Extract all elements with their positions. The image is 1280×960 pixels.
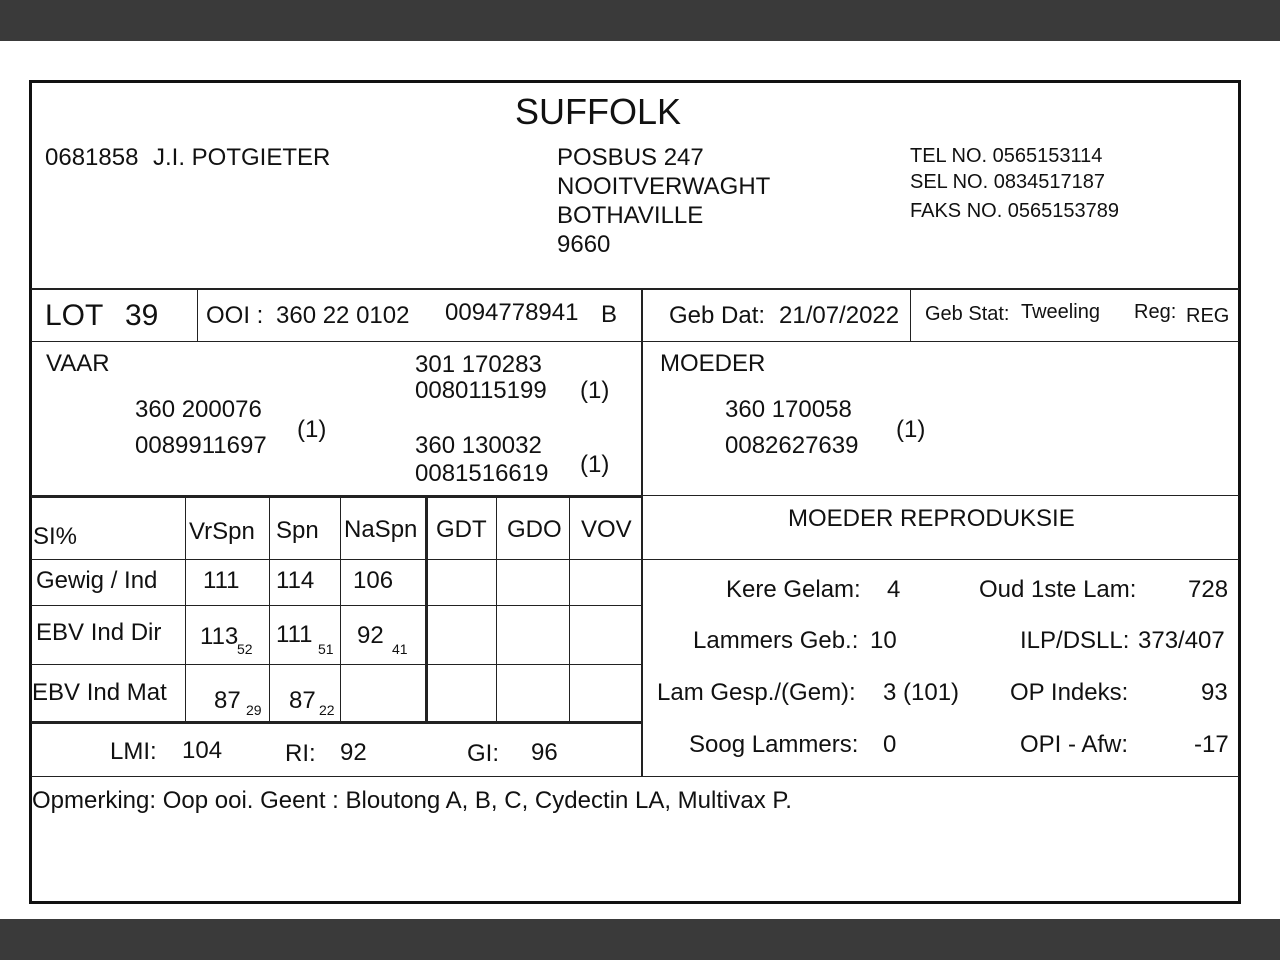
ilp-value: 373/407 (1138, 627, 1225, 654)
op-indeks-label: OP Indeks: (1010, 679, 1129, 706)
sires-dam-grade: (1) (580, 451, 610, 478)
owner-code: 0681858 (45, 144, 139, 171)
remark: Opmerking: Oop ooi. Geent : Bloutong A, B, C, Cydectin LA, Multivax P. (32, 787, 792, 814)
ri-label: RI: (285, 740, 316, 767)
cell-value: 111 (203, 567, 240, 594)
cell-accuracy: 29 (246, 702, 262, 718)
reg-value: REG (1186, 305, 1230, 327)
spn-header: Spn (276, 517, 319, 544)
sire-id: 0089911697 (135, 432, 267, 459)
cell-accuracy: 22 (319, 702, 335, 718)
vrspn-header: VrSpn (189, 518, 255, 545)
divider (197, 290, 198, 341)
animal-id: 0094778941 (445, 299, 579, 326)
lam-gesp-label: Lam Gesp./(Gem): (657, 679, 856, 706)
reproduction-title: MOEDER REPRODUKSIE (788, 505, 1075, 532)
divider (31, 664, 642, 665)
divider (910, 290, 911, 341)
divider (31, 721, 642, 724)
animal-grade: B (601, 301, 618, 328)
sire-label: VAAR (46, 350, 110, 377)
oud-lam-value: 728 (1188, 576, 1229, 603)
cell-value: 87 (214, 687, 241, 714)
cell-accuracy: 41 (392, 641, 408, 657)
sire-grade: (1) (297, 416, 327, 443)
cell-value: 114 (276, 567, 315, 594)
lmi-value: 104 (182, 737, 223, 764)
sires-dam-number: 360 130032 (415, 432, 542, 459)
divider (496, 497, 497, 723)
reg-label: Reg: (1134, 301, 1177, 323)
op-indeks-value: 93 (1201, 679, 1228, 706)
vov-header: VOV (581, 516, 632, 543)
dam-label: MOEDER (660, 350, 766, 377)
divider (31, 341, 1239, 342)
ri-value: 92 (340, 739, 367, 766)
sires-dam-id: 0081516619 (415, 460, 549, 487)
row-label: EBV Ind Dir (36, 619, 162, 646)
opi-label: OPI - Afw: (1020, 731, 1129, 758)
birth-date: 21/07/2022 (779, 302, 900, 329)
address-line: POSBUS 247 (557, 144, 704, 171)
contact-sel: SEL NO. 0834517187 (910, 171, 1105, 193)
cell-value: 113 (200, 623, 239, 650)
sire-number: 360 200076 (135, 396, 262, 423)
gdt-header: GDT (436, 516, 487, 543)
ilp-label: ILP/DSLL: (1020, 627, 1130, 654)
breed-title: SUFFOLK (515, 91, 682, 132)
address-line: 9660 (557, 231, 611, 258)
sires-sire-grade: (1) (580, 377, 610, 404)
contact-tel: TEL NO. 0565153114 (910, 145, 1103, 167)
lam-gesp-value: 3 (101) (883, 679, 960, 706)
divider (31, 288, 1239, 290)
lot-number: 39 (125, 299, 159, 332)
dam-id: 0082627639 (725, 432, 859, 459)
address-line: NOOITVERWAGHT (557, 173, 771, 200)
divider (31, 495, 642, 498)
dam-number: 360 170058 (725, 396, 852, 423)
dam-grade: (1) (896, 416, 926, 443)
top-bar (0, 0, 1280, 41)
lammers-geb-value: 10 (870, 627, 897, 654)
ooi-number: 360 22 0102 (276, 302, 410, 329)
lammers-geb-label: Lammers Geb.: (693, 627, 859, 654)
owner-name: J.I. POTGIETER (153, 144, 331, 171)
divider (31, 776, 1239, 777)
divider (185, 497, 186, 723)
cell-value: 87 (289, 687, 316, 714)
birth-stat-label: Geb Stat: (925, 303, 1010, 325)
cell-accuracy: 51 (318, 641, 334, 657)
divider (642, 495, 1239, 496)
kere-gelam-label: Kere Gelam: (726, 576, 861, 603)
divider (31, 605, 642, 606)
divider (269, 497, 270, 723)
birth-stat: Tweeling (1021, 301, 1100, 323)
sires-sire-id: 0080115199 (415, 377, 547, 404)
kere-gelam-value: 4 (887, 576, 901, 603)
gdo-header: GDO (507, 516, 562, 543)
si-header: SI% (33, 523, 78, 550)
cell-value: 106 (353, 567, 394, 594)
oud-lam-label: Oud 1ste Lam: (979, 576, 1137, 603)
address-line: BOTHAVILLE (557, 202, 704, 229)
soog-label: Soog Lammers: (689, 731, 859, 758)
sires-sire-number: 301 170283 (415, 351, 542, 378)
lmi-label: LMI: (110, 738, 157, 765)
soog-value: 0 (883, 731, 897, 758)
lot-label: LOT (45, 299, 104, 332)
divider (641, 290, 643, 777)
gi-value: 96 (531, 739, 558, 766)
gi-label: GI: (467, 740, 500, 767)
ooi-label: OOI : (206, 302, 264, 329)
divider (340, 497, 341, 723)
divider (425, 497, 428, 723)
naspn-header: NaSpn (344, 516, 418, 543)
opi-value: -17 (1194, 731, 1229, 758)
birth-date-label: Geb Dat: (669, 302, 766, 329)
row-label: EBV Ind Mat (32, 679, 167, 706)
cell-value: 111 (276, 621, 313, 648)
contact-fax: FAKS NO. 0565153789 (910, 200, 1120, 222)
divider (31, 559, 1239, 560)
bottom-bar (0, 919, 1280, 960)
divider (569, 497, 570, 723)
row-label: Gewig / Ind (36, 567, 158, 594)
cell-accuracy: 52 (237, 641, 253, 657)
cell-value: 92 (357, 622, 384, 649)
